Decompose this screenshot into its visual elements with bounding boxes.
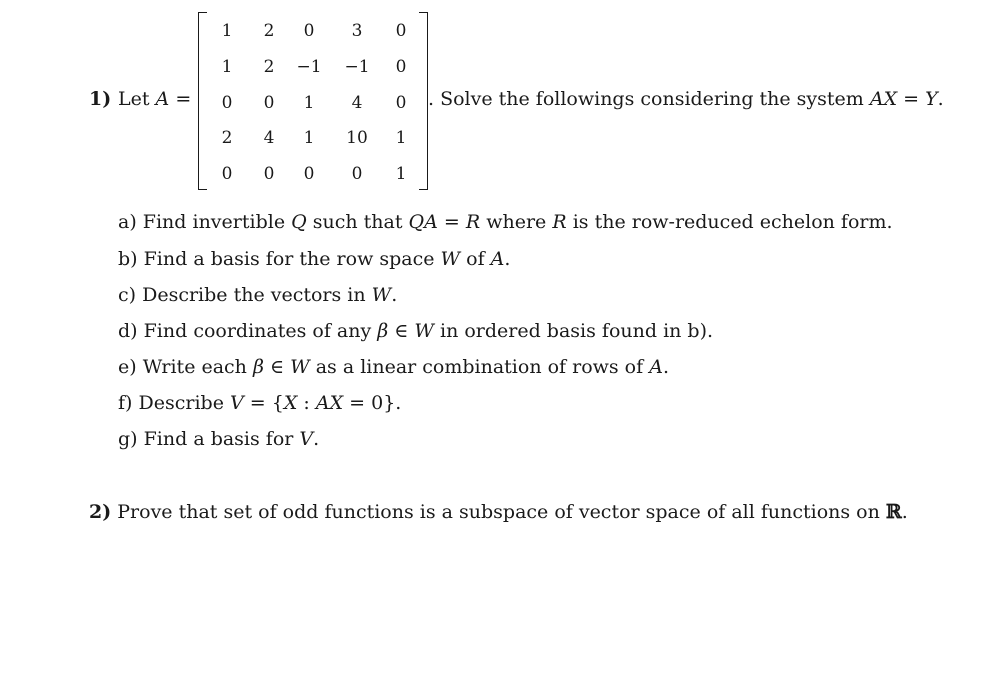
matrix-cell: 2 xyxy=(263,57,275,77)
problem-2-text: Prove that set of odd functions is a subspace of vector space of all functions on xyxy=(117,501,880,523)
math: W xyxy=(414,320,434,342)
math: W xyxy=(290,356,310,378)
text: Find invertible xyxy=(142,211,286,233)
question-label: g) xyxy=(118,428,138,450)
text: . xyxy=(313,428,320,450)
question-label: e) xyxy=(118,356,137,378)
matrix-cell: 2 xyxy=(263,21,275,41)
math: A xyxy=(649,356,663,378)
matrix-cell: 1 xyxy=(221,57,233,77)
math: R xyxy=(465,211,481,233)
matrix-cell: 0 xyxy=(395,93,407,113)
text: . xyxy=(391,284,398,306)
problem-1-instruction xyxy=(428,88,944,110)
matrix-cell: 1 xyxy=(303,93,315,113)
question-g xyxy=(118,428,319,450)
instruction-text: . Solve the followings considering the system xyxy=(428,88,864,110)
math: W xyxy=(371,284,392,306)
text: = { xyxy=(249,392,284,414)
problem-2-end: . xyxy=(901,501,908,523)
matrix-cell: 0 xyxy=(351,164,363,184)
matrix-cell: 2 xyxy=(221,128,233,148)
matrix-cell: 0 xyxy=(395,21,407,41)
text: . xyxy=(662,356,669,378)
text: is the row-reduced echelon form. xyxy=(572,211,893,233)
text: ∈ xyxy=(394,320,409,342)
problem-1-number: 1) xyxy=(89,88,112,110)
math: Q xyxy=(291,211,307,233)
text: = xyxy=(443,211,460,233)
text: as a linear combination of rows of xyxy=(315,356,644,378)
text: Describe xyxy=(138,392,224,414)
question-label: a) xyxy=(118,211,137,233)
question-c xyxy=(118,284,397,306)
text: Find a basis for the row space xyxy=(143,248,435,270)
matrix-cell: −1 xyxy=(344,57,370,77)
math: V xyxy=(229,392,244,414)
matrix-cell: 4 xyxy=(263,128,275,148)
text: : xyxy=(303,392,310,414)
matrix-variable: A xyxy=(155,88,170,110)
matrix-cell: 0 xyxy=(263,93,275,113)
question-f xyxy=(118,392,401,414)
question-e xyxy=(118,356,669,378)
text: = 0}. xyxy=(349,392,402,414)
system-equation: AX = Y xyxy=(869,88,938,110)
question-label: f) xyxy=(118,392,133,414)
equals-sign: = xyxy=(175,88,192,110)
math: W xyxy=(440,248,461,270)
text: ∈ xyxy=(270,356,285,378)
math: β xyxy=(252,356,264,378)
reals-symbol: ℝ xyxy=(885,501,902,523)
matrix-cell: 0 xyxy=(263,164,275,184)
matrix-cell: 3 xyxy=(351,21,363,41)
matrix-A xyxy=(198,12,428,188)
matrix-cell: 1 xyxy=(395,128,407,148)
matrix-cell: 1 xyxy=(303,128,315,148)
matrix-cell: 0 xyxy=(395,57,407,77)
matrix-cell: 0 xyxy=(303,164,315,184)
matrix-cell: 1 xyxy=(395,164,407,184)
matrix-cell: 10 xyxy=(346,128,368,148)
matrix-cell: 4 xyxy=(351,93,363,113)
question-b xyxy=(118,248,510,270)
text: Describe the vectors in xyxy=(142,284,366,306)
matrix-cell: 1 xyxy=(221,21,233,41)
math: β xyxy=(377,320,389,342)
math: AX xyxy=(315,392,344,414)
question-d xyxy=(118,320,713,342)
matrix-cell: 0 xyxy=(221,164,233,184)
math: V xyxy=(299,428,314,450)
instruction-end: . xyxy=(937,88,944,110)
math: A xyxy=(490,248,505,270)
text: such that xyxy=(312,211,403,233)
text: Write each xyxy=(142,356,247,378)
question-label: d) xyxy=(118,320,138,342)
text: of xyxy=(466,248,485,270)
text: Find a basis for xyxy=(143,428,294,450)
text: . xyxy=(504,248,511,270)
math: X xyxy=(283,392,298,414)
problem-2-number: 2) xyxy=(89,501,112,523)
matrix-cell: 0 xyxy=(303,21,315,41)
text: where xyxy=(486,211,547,233)
math: R xyxy=(552,211,567,233)
text: in ordered basis found in b). xyxy=(440,320,714,342)
text: Find coordinates of any xyxy=(143,320,372,342)
question-a xyxy=(118,211,893,233)
problem-1-let-statement xyxy=(118,88,191,110)
matrix-cell: 0 xyxy=(221,93,233,113)
matrix-cell: −1 xyxy=(296,57,322,77)
math: QA xyxy=(408,211,438,233)
question-label: c) xyxy=(118,284,137,306)
let-text: Let xyxy=(118,88,150,110)
question-label: b) xyxy=(118,248,138,270)
problem-2 xyxy=(89,501,908,523)
